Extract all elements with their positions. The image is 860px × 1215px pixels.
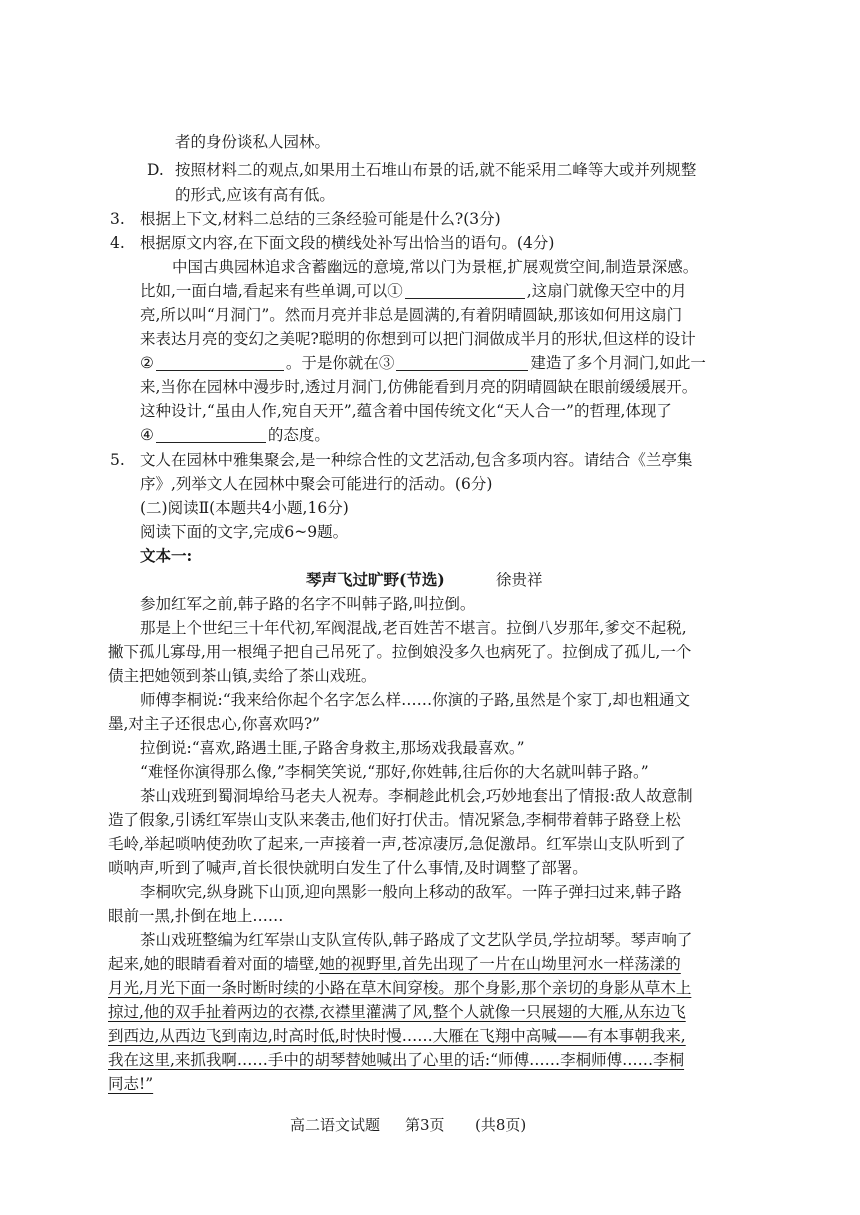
story-line: 参加红军之前,韩子路的名字不叫韩子路,叫拉倒。 xyxy=(140,595,476,613)
story-line: 债主把她领到茶山镇,卖给了茶山戏班。 xyxy=(108,667,377,685)
q5-line1: 文人在园林中雅集聚会,是一种综合性的文艺活动,包含多项内容。请结合《兰亭集 xyxy=(140,451,693,469)
answer-blank-1[interactable] xyxy=(405,282,525,299)
footer-page-number: 第3页 xyxy=(405,1116,445,1134)
story-line: 师傅李桐说:“我来给你起个名字怎么样……你演的子路,虽然是个家丁,却也粗通文 xyxy=(140,691,691,709)
underlined-passage: 月光,月光下面一条时断时续的小路在草木间穿梭。那个身影,那个亲切的身影从草木上 xyxy=(108,979,692,997)
story-line: “难怪你演得那么像,”李桐笑笑说,“那好,你姓韩,往后你的大名就叫韩子路。” xyxy=(140,763,649,781)
q4-passage-line1: 中国古典园林追求含蓄幽远的意境,常以门为景框,扩展观赏空间,制造景深感。 xyxy=(172,258,699,276)
underlined-passage: 到西边,从西边飞到南边,时高时低,时快时慢……大雁在飞翔中高喊——有本事朝我来, xyxy=(108,1027,686,1045)
q4-passage-line5: ② 。于是你就在③ 建造了多个月洞门,如此一 xyxy=(140,354,706,372)
story-line: 茶山戏班整编为红军崇山支队宣传队,韩子路成了文艺队学员,学拉胡琴。琴声响了 xyxy=(140,931,693,949)
underlined-passage: 掠过,他的双手扯着两边的衣襟,衣襟里灌满了风,整个人就像一只展翅的大雁,从东边飞 xyxy=(108,1003,686,1021)
q4-passage-line3: 亮,所以叫“月洞门”。然而月亮并非总是圆满的,有着阴晴圆缺,那该如何用这扇门 xyxy=(140,306,683,324)
story-line: 造了假象,引诱红军崇山支队来袭击,他们好打伏击。情况紧急,李桐带着韩子路登上松 xyxy=(108,811,681,829)
story-line: 眼前一黑,扑倒在地上…… xyxy=(108,907,284,925)
q4-number: 4. xyxy=(110,234,125,252)
q4-passage-line8: ④ 的态度。 xyxy=(140,426,330,444)
q4-passage-line2: 比如,一面白墙,看起来有些单调,可以① ,这扇门就像天空中的月 xyxy=(140,282,687,300)
q2-option-c-tail: 者的身份谈私人园林。 xyxy=(175,133,331,151)
footer-total-pages: (共8页) xyxy=(475,1116,527,1134)
underlined-passage: 同志!” xyxy=(108,1075,154,1093)
story-title: 琴声飞过旷野(节选) xyxy=(306,570,445,589)
story-line: 拉倒说:“喜欢,路遇土匪,子路舍身救主,那场戏我最喜欢。” xyxy=(140,739,525,757)
story-line: 撇下孤儿寡母,用一根绳子把自己吊死了。拉倒娘没多久也病死了。拉倒成了孤儿,一个 xyxy=(108,643,692,661)
q2-option-d-line2: 的形式,应该有高有低。 xyxy=(175,186,335,204)
answer-blank-4[interactable] xyxy=(156,426,266,443)
q5-number: 5. xyxy=(110,451,125,469)
q5-line2: 序》,列举文人在园林中聚会可能进行的活动。(6分) xyxy=(140,475,493,493)
story-line: 李桐吹完,纵身跳下山顶,迎向黑影一般向上移动的敌军。一阵子弹扫过来,韩子路 xyxy=(140,883,682,901)
story-author: 徐贵祥 xyxy=(496,571,543,589)
q2-option-d-line1: 按照材料二的观点,如果用土石堆山布景的话,就不能采用二峰等大或并列规整 xyxy=(175,161,697,179)
story-line: 墨,对主子还很忠心,你喜欢吗?” xyxy=(108,715,321,733)
q4-text: 根据原文内容,在下面文段的横线处补写出恰当的语句。(4分) xyxy=(140,234,555,252)
section-heading: (二)阅读Ⅱ(本题共4小题,16分) xyxy=(140,499,349,517)
underlined-passage: 我在这里,来抓我啊……手中的胡琴替她喊出了心里的话:“师傅……李桐师傅……李桐 xyxy=(108,1051,685,1069)
q3-text: 根据上下文,材料二总结的三条经验可能是什么?(3分) xyxy=(140,210,501,228)
story-line: 起来,她的眼睛看着对面的墙壁,她的视野里,首先出现了一片在山坳里河水一样荡漾的 xyxy=(108,955,681,973)
story-line: 唢呐声,听到了喊声,首长很快就明白发生了什么事情,及时调整了部署。 xyxy=(108,859,588,877)
underlined-passage: 她的视野里,首先出现了一片在山坳里河水一样荡漾的 xyxy=(319,955,681,973)
footer-title: 高二语文试题 xyxy=(290,1116,381,1134)
q2-option-d-letter: D. xyxy=(147,161,164,179)
answer-blank-3[interactable] xyxy=(396,354,528,371)
section-instructions: 阅读下面的文字,完成6~9题。 xyxy=(140,523,349,541)
story-line: 茶山戏班到蜀洞埠给马老夫人祝寿。李桐趁此机会,巧妙地套出了情报:敌人故意制 xyxy=(140,787,693,805)
answer-blank-2[interactable] xyxy=(156,354,284,371)
q4-passage-line7: 这种设计,“虽由人作,宛自天开”,蕴含着中国传统文化“天人合一”的哲理,体现了 xyxy=(140,402,672,420)
text1-label: 文本一: xyxy=(140,546,193,565)
q3-number: 3. xyxy=(110,210,125,228)
q4-passage-line6: 来,当你在园林中漫步时,透过月洞门,仿佛能看到月亮的阴晴圆缺在眼前缓缓展开。 xyxy=(140,378,698,396)
story-line: 毛岭,举起唢呐使劲吹了起来,一声接着一声,苍凉凄厉,急促激昂。红军崇山支队听到了 xyxy=(108,835,686,853)
q4-passage-line4: 来表达月亮的变幻之美呢?聪明的你想到可以把门洞做成半月的形状,但这样的设计 xyxy=(140,330,696,348)
story-line: 那是上个世纪三十年代初,军阀混战,老百姓苦不堪言。拉倒八岁那年,爹交不起税, xyxy=(140,619,687,637)
